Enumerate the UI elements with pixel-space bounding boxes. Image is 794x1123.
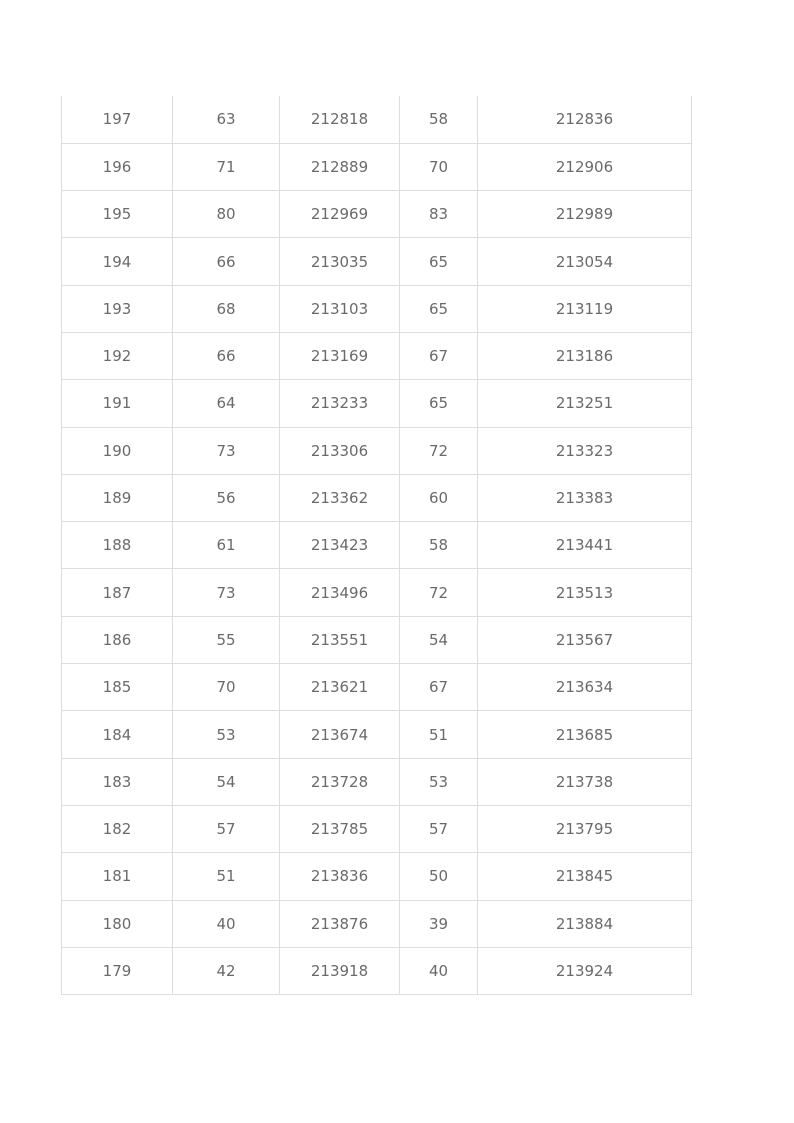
table-cell: 40: [400, 947, 478, 994]
table-cell: 51: [400, 711, 478, 758]
table-row: [62, 143, 692, 190]
table-cell: 213845: [478, 853, 692, 900]
table-cell: 190: [62, 427, 173, 474]
table-row: [62, 758, 692, 805]
table-cell: 213884: [478, 900, 692, 947]
table-cell: 39: [400, 900, 478, 947]
table-cell: 213795: [478, 805, 692, 852]
table-cell: 57: [400, 805, 478, 852]
table-cell: 188: [62, 522, 173, 569]
table-row: [62, 238, 692, 285]
table-cell: 186: [62, 616, 173, 663]
table-cell: 55: [173, 616, 280, 663]
table-cell: 195: [62, 191, 173, 238]
table-cell: 213186: [478, 332, 692, 379]
table-cell: 72: [400, 569, 478, 616]
table-cell: 213496: [280, 569, 400, 616]
table-cell: 64: [173, 380, 280, 427]
table-cell: 71: [173, 143, 280, 190]
table-cell: 213103: [280, 285, 400, 332]
table-cell: 213035: [280, 238, 400, 285]
table-cell: 65: [400, 238, 478, 285]
table-cell: 53: [400, 758, 478, 805]
table-cell: 213423: [280, 522, 400, 569]
table-row: [62, 427, 692, 474]
score-table-container: [61, 96, 691, 995]
table-cell: 193: [62, 285, 173, 332]
table-cell: 63: [173, 96, 280, 143]
table-cell: 213383: [478, 474, 692, 521]
table-cell: 68: [173, 285, 280, 332]
table-cell: 197: [62, 96, 173, 143]
table-row: [62, 285, 692, 332]
table-cell: 213785: [280, 805, 400, 852]
table-cell: 212969: [280, 191, 400, 238]
table-cell: 213306: [280, 427, 400, 474]
table-cell: 73: [173, 569, 280, 616]
table-row: [62, 664, 692, 711]
table-cell: 57: [173, 805, 280, 852]
table-row: [62, 380, 692, 427]
table-cell: 213634: [478, 664, 692, 711]
table-cell: 183: [62, 758, 173, 805]
table-cell: 213728: [280, 758, 400, 805]
table-row: [62, 853, 692, 900]
table-cell: 213621: [280, 664, 400, 711]
score-table: [61, 96, 692, 995]
table-cell: 194: [62, 238, 173, 285]
table-cell: 191: [62, 380, 173, 427]
table-row: [62, 96, 692, 143]
table-cell: 61: [173, 522, 280, 569]
table-cell: 58: [400, 522, 478, 569]
table-cell: 73: [173, 427, 280, 474]
table-cell: 212818: [280, 96, 400, 143]
table-cell: 65: [400, 380, 478, 427]
table-cell: 213169: [280, 332, 400, 379]
table-cell: 54: [400, 616, 478, 663]
table-cell: 213738: [478, 758, 692, 805]
table-cell: 213685: [478, 711, 692, 758]
table-cell: 54: [173, 758, 280, 805]
table-cell: 212989: [478, 191, 692, 238]
table-cell: 80: [173, 191, 280, 238]
table-row: [62, 522, 692, 569]
table-cell: 213567: [478, 616, 692, 663]
table-cell: 213054: [478, 238, 692, 285]
table-row: [62, 805, 692, 852]
table-cell: 213513: [478, 569, 692, 616]
table-cell: 53: [173, 711, 280, 758]
table-cell: 189: [62, 474, 173, 521]
table-cell: 212836: [478, 96, 692, 143]
table-cell: 213251: [478, 380, 692, 427]
table-cell: 83: [400, 191, 478, 238]
table-cell: 180: [62, 900, 173, 947]
table-row: [62, 900, 692, 947]
table-cell: 60: [400, 474, 478, 521]
table-cell: 179: [62, 947, 173, 994]
table-cell: 213441: [478, 522, 692, 569]
table-cell: 65: [400, 285, 478, 332]
table-row: [62, 616, 692, 663]
table-cell: 213119: [478, 285, 692, 332]
table-body: [62, 96, 692, 995]
table-cell: 42: [173, 947, 280, 994]
table-cell: 50: [400, 853, 478, 900]
table-cell: 70: [173, 664, 280, 711]
table-cell: 213924: [478, 947, 692, 994]
table-cell: 213674: [280, 711, 400, 758]
table-cell: 182: [62, 805, 173, 852]
table-cell: 67: [400, 332, 478, 379]
table-cell: 213362: [280, 474, 400, 521]
table-cell: 213551: [280, 616, 400, 663]
table-cell: 66: [173, 332, 280, 379]
table-cell: 212906: [478, 143, 692, 190]
table-cell: 213918: [280, 947, 400, 994]
table-cell: 213323: [478, 427, 692, 474]
table-cell: 72: [400, 427, 478, 474]
table-cell: 187: [62, 569, 173, 616]
table-cell: 56: [173, 474, 280, 521]
table-cell: 58: [400, 96, 478, 143]
table-row: [62, 474, 692, 521]
table-cell: 66: [173, 238, 280, 285]
table-cell: 40: [173, 900, 280, 947]
table-cell: 192: [62, 332, 173, 379]
table-cell: 70: [400, 143, 478, 190]
table-cell: 67: [400, 664, 478, 711]
table-cell: 185: [62, 664, 173, 711]
table-cell: 196: [62, 143, 173, 190]
table-row: [62, 947, 692, 994]
table-cell: 213876: [280, 900, 400, 947]
table-row: [62, 569, 692, 616]
table-cell: 212889: [280, 143, 400, 190]
table-row: [62, 332, 692, 379]
table-cell: 51: [173, 853, 280, 900]
table-cell: 213233: [280, 380, 400, 427]
table-cell: 184: [62, 711, 173, 758]
table-cell: 181: [62, 853, 173, 900]
table-cell: 213836: [280, 853, 400, 900]
table-row: [62, 191, 692, 238]
table-row: [62, 711, 692, 758]
